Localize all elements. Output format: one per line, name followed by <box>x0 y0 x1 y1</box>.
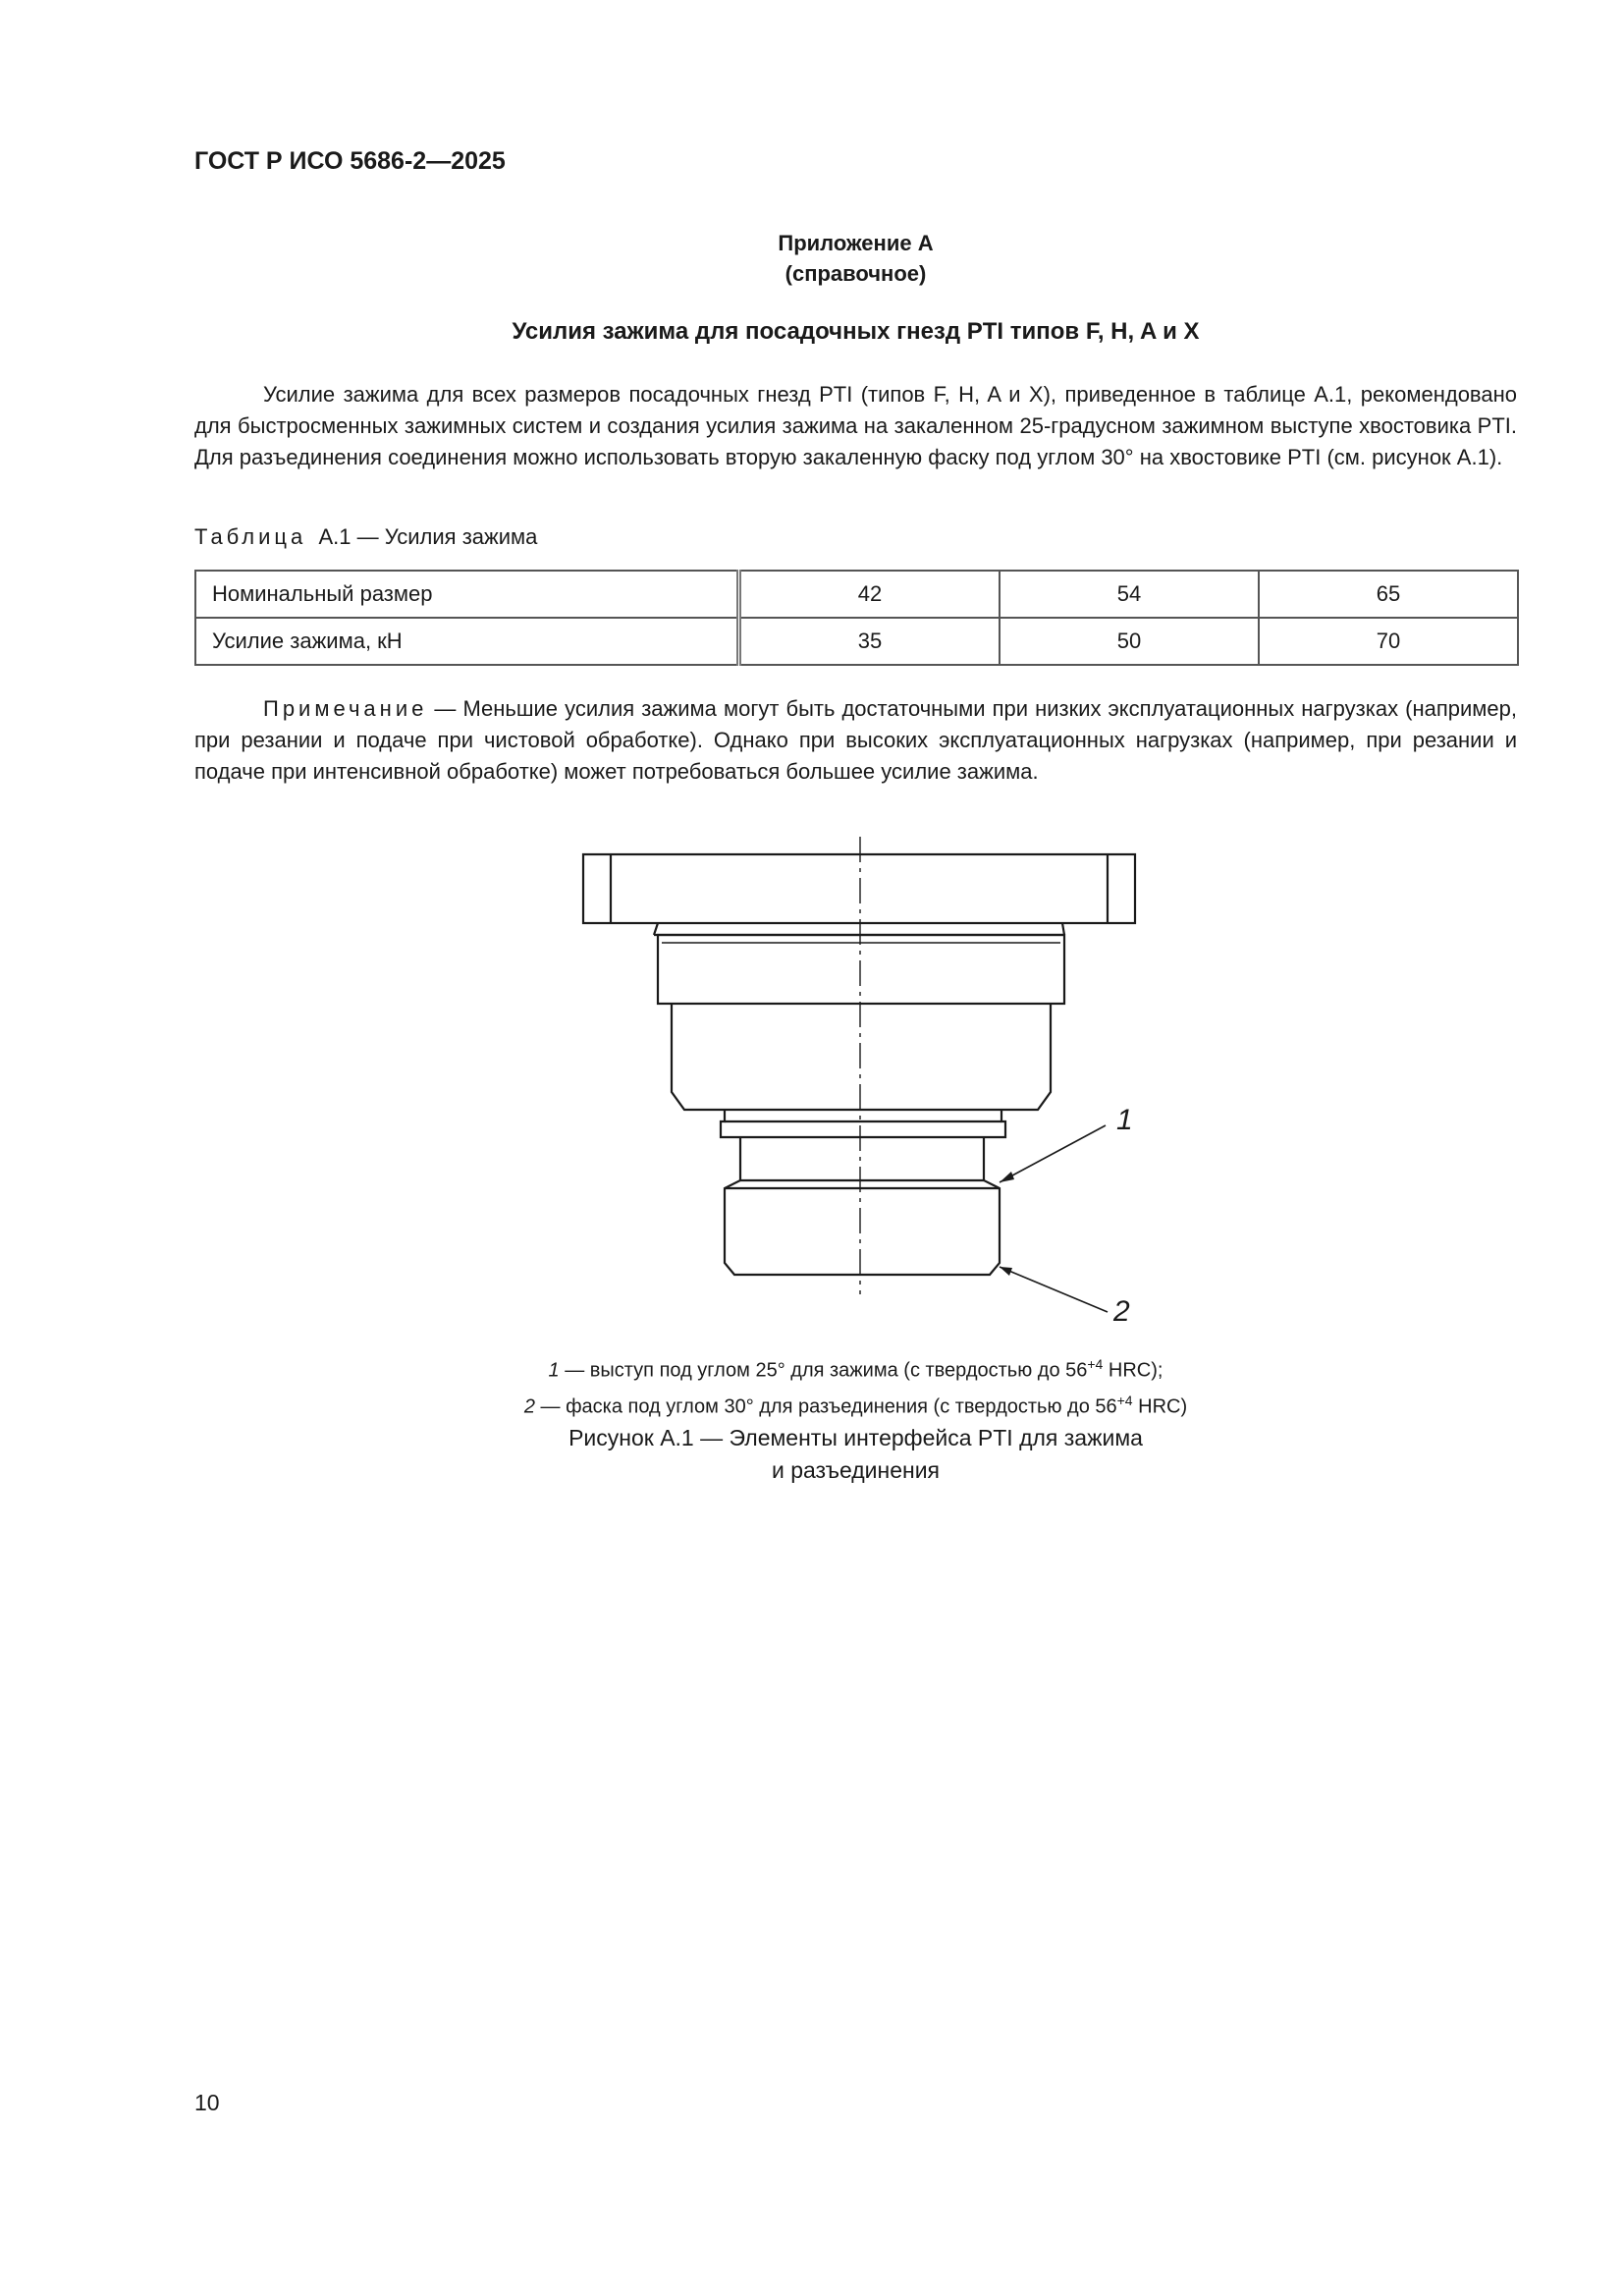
arrowhead-2 <box>1000 1267 1012 1276</box>
figure-legend <box>194 1349 1517 1421</box>
legend-sup: +4 <box>1116 1392 1133 1408</box>
annex-subtitle: (справочное) <box>784 261 927 286</box>
pti-interface-drawing <box>550 825 1139 1326</box>
document-code: ГОСТ Р ИСО 5686-2—2025 <box>194 147 506 175</box>
legend-text: — выступ под углом 25° для зажима (с твердостью до 56 <box>565 1359 1088 1382</box>
figure-caption-line: и разъединения <box>771 1457 941 1483</box>
table-row-label: Усилие зажима, кН <box>195 618 739 665</box>
legend-sup: +4 <box>1087 1356 1104 1372</box>
table-row <box>195 571 1518 618</box>
section-title: Усилия зажима для посадочных гнезд PTI типов F, H, A и X <box>512 318 1200 345</box>
arrowhead-1 <box>1000 1172 1014 1182</box>
table-caption <box>194 524 537 550</box>
flange-outline <box>583 854 1135 923</box>
legend-number: 2 <box>523 1395 535 1418</box>
table-cell: 35 <box>739 618 1001 665</box>
legend-item <box>194 1386 1517 1422</box>
collar-outline <box>658 935 1064 1004</box>
table-cell: 54 <box>1000 571 1259 618</box>
leader-line-1 <box>1000 1125 1106 1182</box>
note-paragraph <box>194 693 1517 788</box>
leader-line-2 <box>1000 1267 1108 1312</box>
annex-heading <box>194 228 1517 289</box>
intro-text: Усилие зажима для всех размеров посадочных гнезд PTI (типов F, H, A и X), приведенное в таблице А.1, рекомендовано для быстросменных зажимных систем и создания усилия зажима на закаленном 25-градусном зажимном выступе хвостовика PTI. Для разъединения соединения можно использовать вторую закаленную фаску под углом 30° на хвостовике PTI (см. рисунок А.1). <box>194 382 1517 469</box>
callout-label: 1 <box>1116 1104 1133 1136</box>
clamping-force-table <box>194 570 1519 666</box>
legend-tail: HRC) <box>1132 1395 1188 1418</box>
table-cell: 42 <box>739 571 1001 618</box>
table-cell: 70 <box>1259 618 1518 665</box>
table-row-label: Номинальный размер <box>195 571 739 618</box>
intro-paragraph <box>194 379 1517 473</box>
legend-number: 1 <box>548 1359 560 1382</box>
table-caption-prefix: Таблица <box>194 524 307 549</box>
legend-tail: HRC); <box>1103 1359 1163 1382</box>
table-cell: 50 <box>1000 618 1259 665</box>
note-prefix: Примечание <box>263 696 428 721</box>
callout-label: 2 <box>1113 1295 1130 1326</box>
figure-caption-line: Рисунок А.1 — Элементы интерфейса PTI для зажима <box>568 1425 1143 1450</box>
note-text: — Меньшие усилия зажима могут быть достаточными при низких эксплуатационных нагрузках (например, при резании и подаче при чистовой обработке). Однако при высоких эксплуатационных нагрузках (например, при резании и подаче при интенсивной обработке) может потребоваться большее усилие зажима. <box>194 696 1517 784</box>
page-number: 10 <box>194 2090 220 2115</box>
annex-title: Приложение А <box>778 231 934 255</box>
table-caption-rest: А.1 — Усилия зажима <box>318 524 538 549</box>
table-cell: 65 <box>1259 571 1518 618</box>
table-row <box>195 618 1518 665</box>
figure-caption <box>194 1422 1517 1487</box>
legend-item <box>194 1349 1517 1386</box>
legend-text: — фаска под углом 30° для разъединения (с твердостью до 56 <box>540 1395 1117 1418</box>
